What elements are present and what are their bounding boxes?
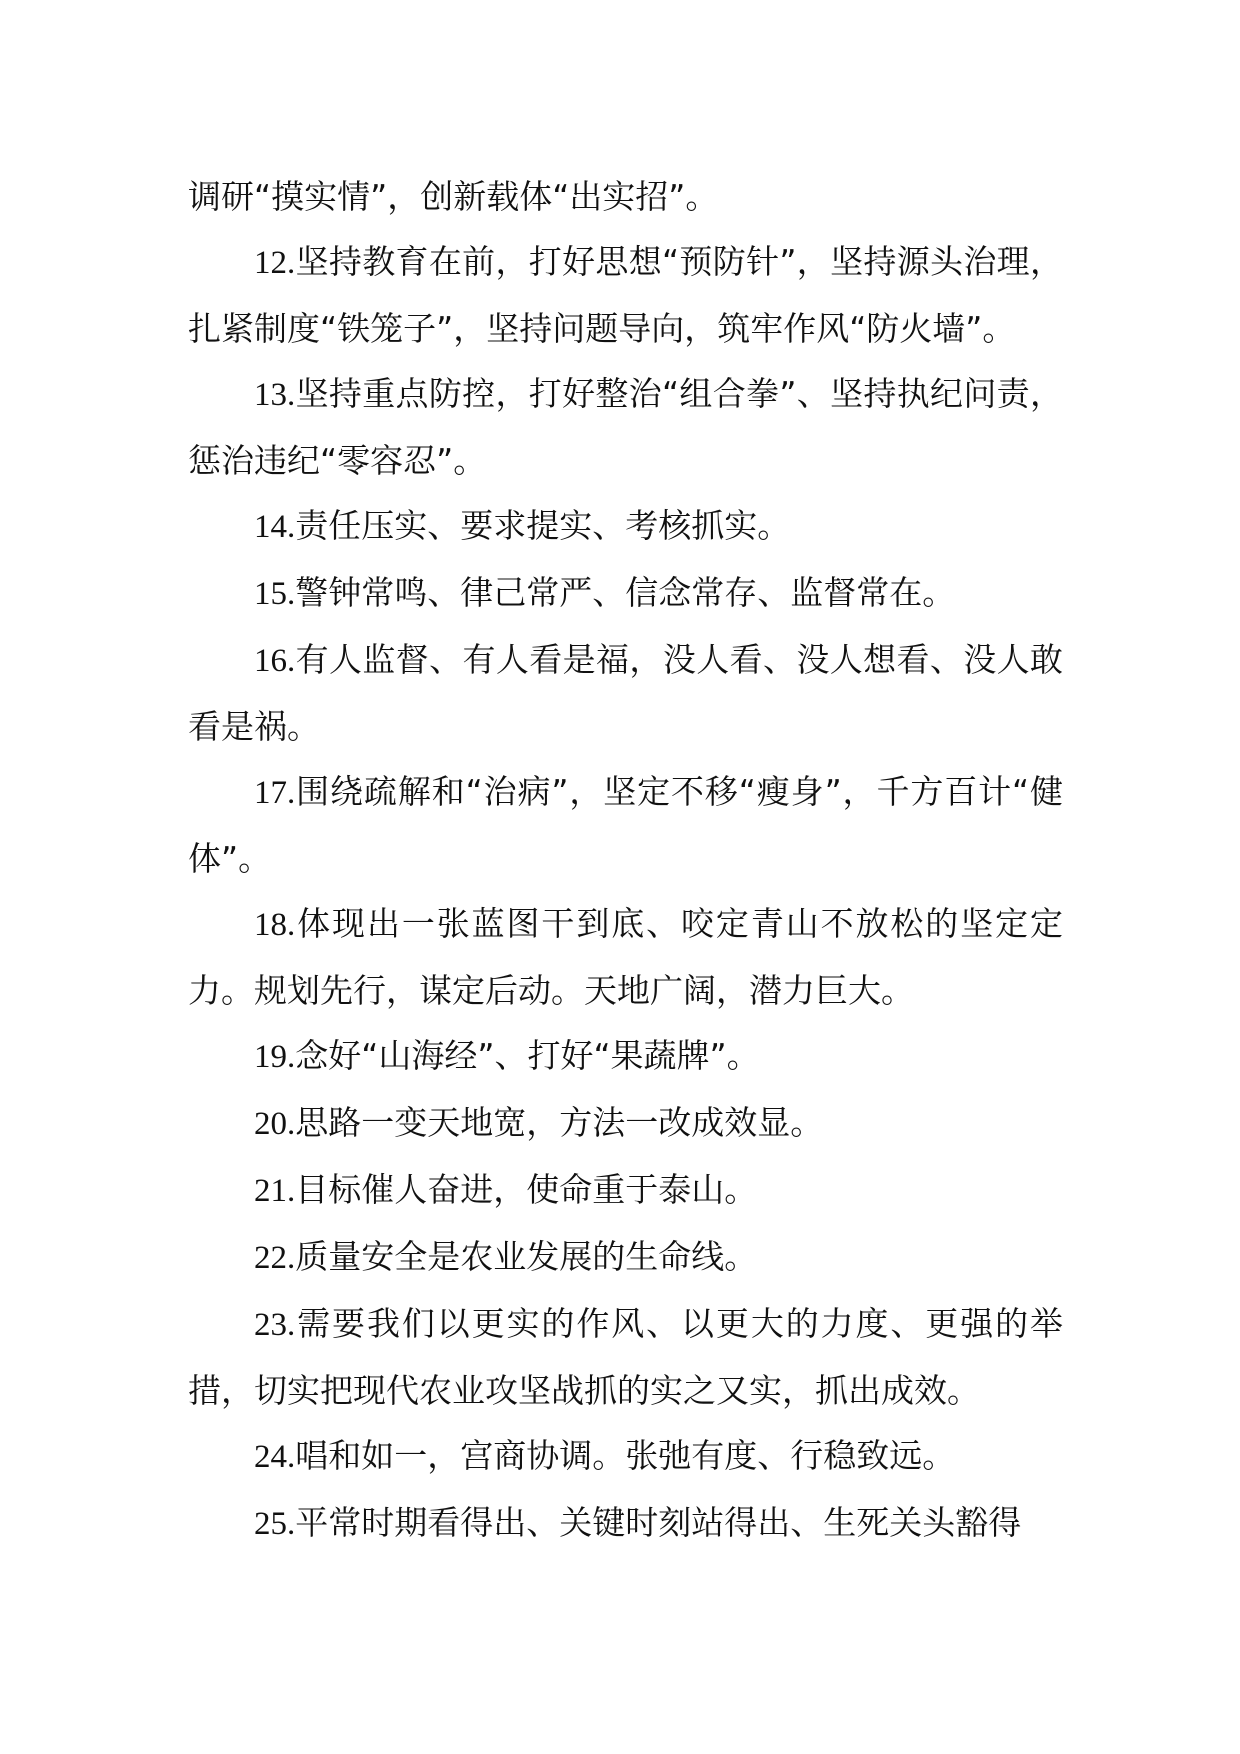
list-item-15 <box>188 560 1063 627</box>
document-body <box>188 164 1063 1557</box>
item-text: 责任压实、要求提实、考核抓实。 <box>295 506 791 545</box>
item-number: 23. <box>254 1307 296 1343</box>
item-text: 质量安全是农业发展的生命线。 <box>295 1237 758 1276</box>
item-number: 21. <box>254 1173 296 1209</box>
list-item-22 <box>188 1224 1063 1291</box>
item-number: 13. <box>254 377 296 413</box>
list-item-16 <box>188 627 1063 759</box>
item-text: 思路一变天地宽，方法一改成效显。 <box>295 1103 824 1142</box>
list-item-14 <box>188 493 1063 560</box>
list-item-25 <box>188 1490 1063 1557</box>
item-text: 坚持重点防控，打好整治“组合拳”、坚持执纪问责，惩治违纪“零容忍”。 <box>188 374 1063 480</box>
list-item-17 <box>188 759 1063 891</box>
item-number: 22. <box>254 1240 296 1276</box>
item-number: 24. <box>254 1439 296 1475</box>
paragraph-text: 调研“摸实情”，创新载体“出实招”。 <box>188 177 719 216</box>
item-number: 19. <box>254 1039 296 1075</box>
item-text: 唱和如一，宫商协调。张弛有度、行稳致远。 <box>295 1436 956 1475</box>
item-text: 平常时期看得出、关键时刻站得出、生死关头豁得 <box>295 1503 1022 1542</box>
item-number: 12. <box>254 245 296 281</box>
list-item-19 <box>188 1023 1063 1090</box>
list-item-23 <box>188 1291 1063 1423</box>
item-number: 17. <box>254 775 296 811</box>
list-item-18 <box>188 891 1063 1023</box>
item-number: 18. <box>254 907 296 943</box>
paragraph-continuation <box>188 164 1063 229</box>
list-item-13 <box>188 361 1063 493</box>
item-number: 20. <box>254 1106 296 1142</box>
item-text: 念好“山海经”、打好“果蔬牌”。 <box>295 1036 760 1075</box>
item-text: 目标催人奋进，使命重于泰山。 <box>295 1170 758 1209</box>
item-text: 坚持教育在前，打好思想“预防针”，坚持源头治理，扎紧制度“铁笼子”，坚持问题导向，筑牢作风“防火墙”。 <box>188 242 1063 348</box>
item-number: 14. <box>254 509 296 545</box>
item-text: 围绕疏解和“治病”，坚定不移“瘦身”，千方百计“健体”。 <box>188 772 1063 878</box>
item-number: 15. <box>254 576 296 612</box>
list-item-12 <box>188 229 1063 361</box>
list-item-24 <box>188 1423 1063 1490</box>
item-number: 25. <box>254 1506 296 1542</box>
item-text: 体现出一张蓝图干到底、咬定青山不放松的坚定定力。规划先行，谋定后动。天地广阔，潜力巨大。 <box>188 904 1063 1010</box>
item-text: 警钟常鸣、律己常严、信念常存、监督常在。 <box>295 573 956 612</box>
list-item-21 <box>188 1157 1063 1224</box>
item-number: 16. <box>254 643 296 679</box>
list-item-20 <box>188 1090 1063 1157</box>
item-text: 有人监督、有人看是福，没人看、没人想看、没人敢看是祸。 <box>188 640 1063 746</box>
item-text: 需要我们以更实的作风、以更大的力度、更强的举措，切实把现代农业攻坚战抓的实之又实，抓出成效。 <box>188 1304 1063 1410</box>
